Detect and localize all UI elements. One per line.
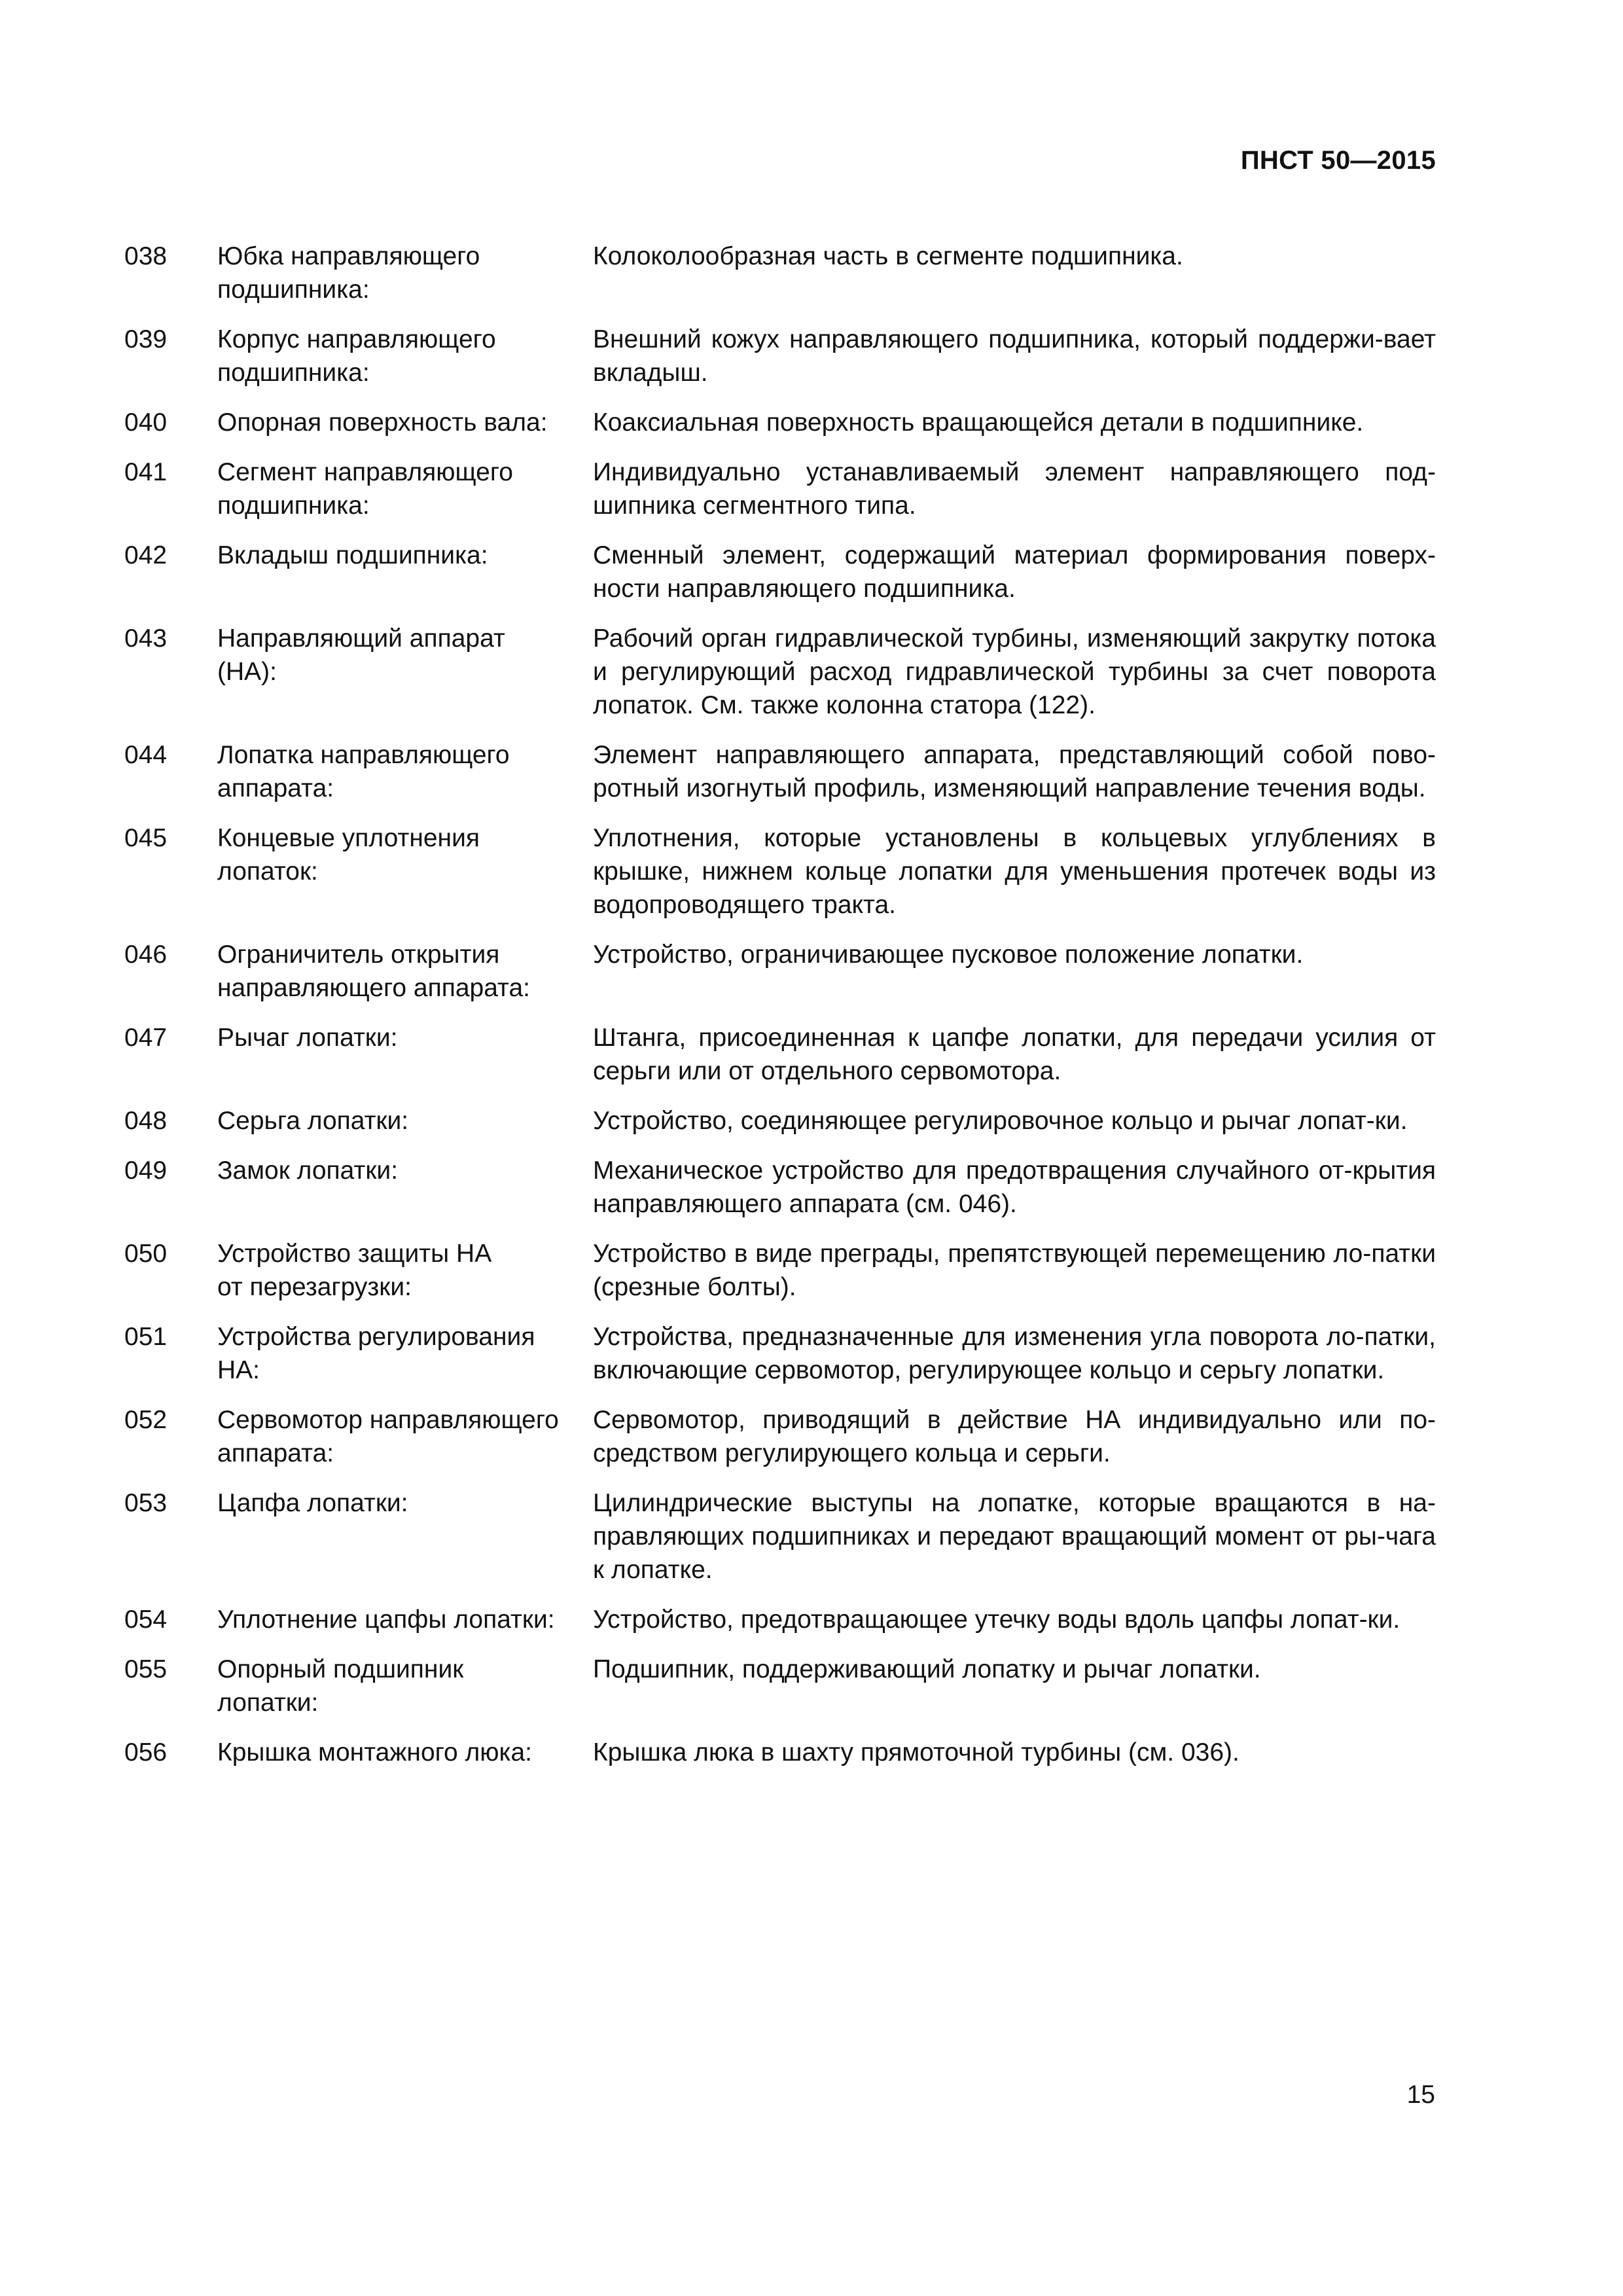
term-name: Сервомотор направляющего аппарата: <box>217 1406 559 1467</box>
term-name: Направляющий аппарат (НА): <box>217 624 505 686</box>
term-name: Цапфа лопатки: <box>217 1489 408 1517</box>
term-name: Рычаг лопатки: <box>217 1024 398 1052</box>
term-row <box>124 240 1436 306</box>
term-number: 055 <box>124 1655 168 1683</box>
term-number: 038 <box>124 242 168 270</box>
term-name: Серьга лопатки: <box>217 1107 409 1135</box>
term-row <box>124 456 1436 522</box>
term-name: Опорный подшипник лопатки: <box>217 1655 464 1717</box>
term-number: 048 <box>124 1107 168 1135</box>
term-name: Юбка направляющего подшипника: <box>217 242 480 304</box>
term-row <box>124 406 1436 439</box>
term-definition: Устройства, предназначенные для изменения угла поворота ло-патки, включающие сервомотор, регулирующее кольцо и серьгу лопатки. <box>593 1323 1436 1384</box>
term-number: 054 <box>124 1605 168 1634</box>
term-number: 039 <box>124 325 168 353</box>
term-definition: Сервомотор, приводящий в действие НА индивидуально или по-средством регулирующего кольца и серьги. <box>593 1406 1436 1467</box>
terms-list <box>124 240 1436 1785</box>
term-number: 056 <box>124 1738 168 1767</box>
term-name: Ограничитель открытия направляющего аппарата: <box>217 941 530 1002</box>
term-name: Концевые уплотнения лопаток: <box>217 824 480 886</box>
term-definition: Механическое устройство для предотвращения случайного от-крытия направляющего аппарата (см. 046). <box>593 1157 1436 1218</box>
term-definition: Индивидуально устанавливаемый элемент направляющего под-шипника сегментного типа. <box>593 458 1436 520</box>
term-row <box>124 1104 1436 1138</box>
term-row <box>124 1736 1436 1769</box>
term-row <box>124 1320 1436 1387</box>
term-row <box>124 1486 1436 1587</box>
term-definition: Устройство, предотвращающее утечку воды вдоль цапфы лопат-ки. <box>593 1605 1400 1634</box>
term-row <box>124 323 1436 389</box>
term-number: 051 <box>124 1323 168 1351</box>
page-number: 15 <box>1406 2081 1435 2109</box>
term-number: 045 <box>124 824 168 852</box>
term-row <box>124 1653 1436 1719</box>
term-name: Лопатка направляющего аппарата: <box>217 741 510 802</box>
term-number: 043 <box>124 624 168 653</box>
term-number: 047 <box>124 1024 168 1052</box>
term-definition: Внешний кожух направляющего подшипника, который поддержи-вает вкладыш. <box>593 325 1436 387</box>
term-row <box>124 1403 1436 1470</box>
term-row <box>124 539 1436 605</box>
term-definition: Устройство, ограничивающее пусковое положение лопатки. <box>593 941 1304 969</box>
term-number: 049 <box>124 1157 168 1185</box>
term-definition: Элемент направляющего аппарата, представляющий собой пово-ротный изогнутый профиль, изменяющий направление течения воды. <box>593 741 1436 802</box>
term-definition: Рабочий орган гидравлической турбины, изменяющий закрутку потока и регулирующий расход гидравлической турбины за счет поворота лопаток. См. также колонна статора (122). <box>593 624 1436 719</box>
term-name: Крышка монтажного люка: <box>217 1738 532 1767</box>
term-row <box>124 938 1436 1005</box>
term-definition: Крышка люка в шахту прямоточной турбины (см. 036). <box>593 1738 1240 1767</box>
term-definition: Подшипник, поддерживающий лопатку и рычаг лопатки. <box>593 1655 1261 1683</box>
term-row <box>124 1603 1436 1636</box>
term-definition: Уплотнения, которые установлены в кольцевых углублениях в крышке, нижнем кольце лопатки для уменьшения протечек воды из водопроводящего тракта. <box>593 824 1436 919</box>
term-name: Корпус направляющего подшипника: <box>217 325 496 387</box>
term-definition: Штанга, присоединенная к цапфе лопатки, для передачи усилия от серьги или от отдельного сервомотора. <box>593 1024 1436 1085</box>
term-name: Вкладыш подшипника: <box>217 541 488 569</box>
term-number: 044 <box>124 741 168 769</box>
term-number: 052 <box>124 1406 168 1434</box>
term-number: 040 <box>124 408 168 437</box>
term-definition: Цилиндрические выступы на лопатке, которые вращаются в на-правляющих подшипниках и передают вращающий момент от ры-чага к лопатке. <box>593 1489 1436 1584</box>
term-definition: Устройство в виде преграды, препятствующей перемещению ло-патки (срезные болты). <box>593 1240 1436 1301</box>
term-row <box>124 1154 1436 1221</box>
term-number: 042 <box>124 541 168 569</box>
term-definition: Устройство, соединяющее регулировочное кольцо и рычаг лопат-ки. <box>593 1107 1408 1135</box>
term-definition: Колоколообразная часть в сегменте подшипника. <box>593 242 1183 270</box>
term-number: 053 <box>124 1489 168 1517</box>
term-definition: Коаксиальная поверхность вращающейся детали в подшипнике. <box>593 408 1364 437</box>
term-name: Опорная поверхность вала: <box>217 408 548 437</box>
standard-code-header: ПНСТ 50—2015 <box>1240 146 1436 175</box>
term-row <box>124 622 1436 722</box>
term-row <box>124 1237 1436 1304</box>
term-row <box>124 821 1436 922</box>
term-name: Уплотнение цапфы лопатки: <box>217 1605 555 1634</box>
term-row <box>124 738 1436 805</box>
term-name: Устройства регулирования НА: <box>217 1323 535 1384</box>
term-name: Устройство защиты НА от перезагрузки: <box>217 1240 492 1301</box>
term-name: Замок лопатки: <box>217 1157 399 1185</box>
term-definition: Сменный элемент, содержащий материал формирования поверх-ности направляющего подшипника. <box>593 541 1436 603</box>
term-row <box>124 1021 1436 1088</box>
term-number: 046 <box>124 941 168 969</box>
term-name: Сегмент направляющего подшипника: <box>217 458 513 520</box>
term-number: 041 <box>124 458 168 486</box>
term-number: 050 <box>124 1240 168 1268</box>
